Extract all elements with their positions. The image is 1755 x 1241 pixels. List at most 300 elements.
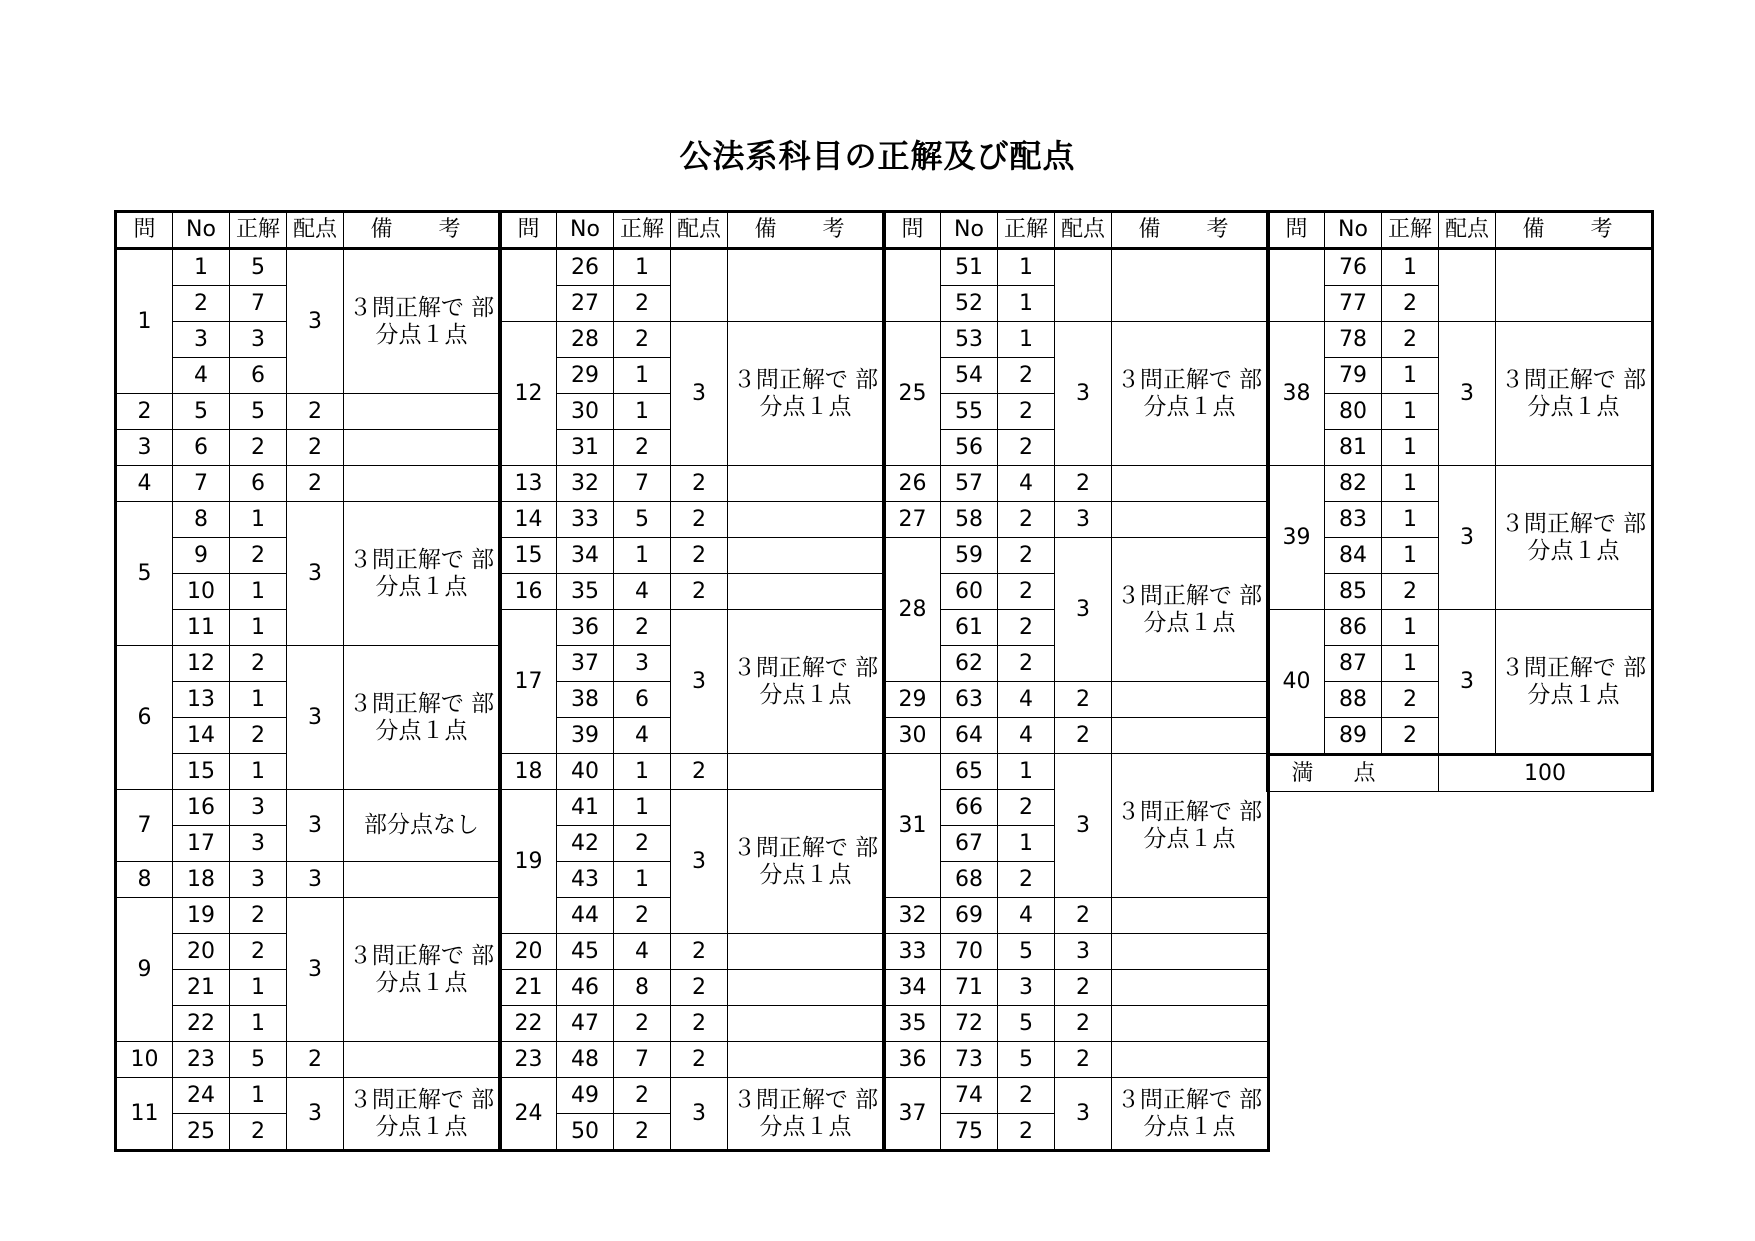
cell-pts: 2 (671, 754, 728, 790)
cell-no: 2 (173, 286, 230, 322)
cell-ans: 2 (998, 430, 1055, 466)
cell-q: 8 (116, 862, 173, 898)
cell-note: ３問正解で 部分点１点 (1496, 322, 1653, 466)
answer-table-block-3 (882, 210, 1270, 1152)
cell-pts: 3 (1055, 322, 1112, 466)
cell-note: ３問正解で 部分点１点 (1112, 754, 1269, 898)
cell-no: 79 (1325, 358, 1382, 394)
cell-ans: 2 (1382, 718, 1439, 755)
cell-no: 40 (557, 754, 614, 790)
cell-note (1112, 466, 1269, 502)
cell-ans: 2 (230, 646, 287, 682)
column-header-no: No (1325, 212, 1382, 249)
cell-no: 45 (557, 934, 614, 970)
cell-no: 61 (941, 610, 998, 646)
cell-pts: 2 (671, 934, 728, 970)
cell-pts: 3 (671, 610, 728, 754)
cell-ans: 1 (230, 502, 287, 538)
cell-ans: 1 (1382, 249, 1439, 286)
column-header-q: 問 (116, 212, 173, 249)
table-row (116, 1078, 501, 1114)
cell-note (344, 862, 501, 898)
cell-no: 25 (173, 1114, 230, 1151)
cell-no: 14 (173, 718, 230, 754)
cell-no: 13 (173, 682, 230, 718)
table-row (116, 898, 501, 934)
cell-no: 81 (1325, 430, 1382, 466)
cell-ans: 2 (998, 538, 1055, 574)
header-row (884, 212, 1269, 249)
cell-pts: 2 (1055, 1006, 1112, 1042)
cell-no: 70 (941, 934, 998, 970)
column-header-note: 備 考 (344, 212, 501, 249)
cell-q: 21 (500, 970, 557, 1006)
cell-no: 31 (557, 430, 614, 466)
cell-ans: 1 (998, 322, 1055, 358)
cell-q: 18 (500, 754, 557, 790)
column-header-pts: 配点 (671, 212, 728, 249)
cell-ans: 1 (1382, 610, 1439, 646)
cell-no: 3 (173, 322, 230, 358)
table-row (884, 466, 1269, 502)
cell-q: 9 (116, 898, 173, 1042)
cell-ans: 1 (998, 286, 1055, 322)
cell-q: 4 (116, 466, 173, 502)
cell-ans: 3 (998, 970, 1055, 1006)
cell-q: 34 (884, 970, 941, 1006)
cell-pts: 2 (1055, 718, 1112, 754)
cell-note (728, 1006, 885, 1042)
cell-ans: 1 (230, 1006, 287, 1042)
table-row (884, 970, 1269, 1006)
cell-ans: 1 (998, 754, 1055, 790)
column-header-pts: 配点 (1055, 212, 1112, 249)
cell-q: 29 (884, 682, 941, 718)
cell-q: 32 (884, 898, 941, 934)
cell-q: 36 (884, 1042, 941, 1078)
table-row (500, 790, 885, 826)
cell-note (728, 1042, 885, 1078)
cell-q: 5 (116, 502, 173, 646)
cell-note (1112, 970, 1269, 1006)
cell-no: 5 (173, 394, 230, 430)
cell-pts: 3 (671, 1078, 728, 1151)
cell-note: ３問正解で 部分点１点 (728, 610, 885, 754)
cell-note (1112, 1042, 1269, 1078)
column-header-ans: 正解 (614, 212, 671, 249)
cell-ans: 1 (614, 538, 671, 574)
cell-pts: 3 (1055, 934, 1112, 970)
cell-ans: 2 (230, 718, 287, 754)
cell-no: 74 (941, 1078, 998, 1114)
column-header-ans: 正解 (230, 212, 287, 249)
cell-pts: 2 (1055, 1042, 1112, 1078)
cell-no: 15 (173, 754, 230, 790)
cell-ans: 7 (614, 1042, 671, 1078)
cell-note (344, 430, 501, 466)
cell-no: 50 (557, 1114, 614, 1151)
cell-no: 28 (557, 322, 614, 358)
table-row (884, 538, 1269, 574)
cell-ans: 4 (614, 718, 671, 754)
cell-ans: 5 (614, 502, 671, 538)
cell-q: 38 (1268, 322, 1325, 466)
cell-pts: 3 (287, 790, 344, 862)
table-row (884, 934, 1269, 970)
cell-pts: 2 (287, 1042, 344, 1078)
total-label: 満点 (1268, 755, 1439, 792)
table-row (116, 790, 501, 826)
cell-ans: 1 (614, 249, 671, 286)
cell-ans: 2 (1382, 322, 1439, 358)
cell-ans: 4 (998, 682, 1055, 718)
cell-pts: 3 (287, 249, 344, 394)
cell-ans: 6 (230, 358, 287, 394)
cell-no: 23 (173, 1042, 230, 1078)
cell-ans: 1 (614, 358, 671, 394)
cell-no: 18 (173, 862, 230, 898)
cell-ans: 4 (614, 934, 671, 970)
cell-pts (1055, 249, 1112, 322)
cell-q: 1 (116, 249, 173, 394)
cell-q: 37 (884, 1078, 941, 1151)
cell-ans: 1 (998, 249, 1055, 286)
cell-no: 4 (173, 358, 230, 394)
cell-ans: 5 (998, 1042, 1055, 1078)
cell-pts: 3 (671, 322, 728, 466)
table-row (116, 1042, 501, 1078)
header-row (500, 212, 885, 249)
cell-pts: 2 (1055, 682, 1112, 718)
cell-ans: 5 (998, 1006, 1055, 1042)
cell-ans: 6 (230, 466, 287, 502)
cell-pts: 2 (1055, 898, 1112, 934)
cell-no: 56 (941, 430, 998, 466)
cell-ans: 1 (1382, 502, 1439, 538)
column-header-no: No (941, 212, 998, 249)
cell-q: 3 (116, 430, 173, 466)
cell-note: ３問正解で 部分点１点 (344, 502, 501, 646)
cell-q: 19 (500, 790, 557, 934)
cell-q: 7 (116, 790, 173, 862)
cell-no: 26 (557, 249, 614, 286)
cell-q: 30 (884, 718, 941, 754)
cell-no: 12 (173, 646, 230, 682)
cell-no: 33 (557, 502, 614, 538)
cell-ans: 5 (230, 249, 287, 286)
table-row (500, 1042, 885, 1078)
cell-ans: 2 (1382, 286, 1439, 322)
cell-ans: 3 (230, 862, 287, 898)
cell-ans: 2 (998, 394, 1055, 430)
cell-ans: 1 (614, 790, 671, 826)
cell-no: 65 (941, 754, 998, 790)
cell-note: 部分点なし (344, 790, 501, 862)
cell-no: 78 (1325, 322, 1382, 358)
table-row (884, 502, 1269, 538)
cell-ans: 2 (998, 646, 1055, 682)
cell-q: 13 (500, 466, 557, 502)
cell-no: 1 (173, 249, 230, 286)
cell-ans: 1 (614, 862, 671, 898)
cell-no: 37 (557, 646, 614, 682)
cell-pts: 2 (671, 574, 728, 610)
table-row (500, 574, 885, 610)
cell-q (884, 249, 941, 322)
column-header-q: 問 (884, 212, 941, 249)
cell-ans: 5 (230, 394, 287, 430)
cell-no: 48 (557, 1042, 614, 1078)
cell-note (728, 538, 885, 574)
table-row (1268, 466, 1653, 502)
column-header-no: No (173, 212, 230, 249)
table-row (500, 322, 885, 358)
cell-no: 54 (941, 358, 998, 394)
cell-no: 72 (941, 1006, 998, 1042)
column-header-pts: 配点 (1439, 212, 1496, 249)
column-header-no: No (557, 212, 614, 249)
cell-ans: 4 (998, 898, 1055, 934)
cell-no: 38 (557, 682, 614, 718)
cell-no: 42 (557, 826, 614, 862)
cell-ans: 2 (614, 1114, 671, 1151)
cell-ans: 2 (998, 1078, 1055, 1114)
cell-note: ３問正解で 部分点１点 (728, 790, 885, 934)
cell-ans: 2 (998, 790, 1055, 826)
cell-no: 75 (941, 1114, 998, 1151)
cell-pts: 3 (671, 790, 728, 934)
cell-note (1112, 934, 1269, 970)
cell-ans: 1 (230, 682, 287, 718)
cell-ans: 3 (230, 322, 287, 358)
cell-no: 24 (173, 1078, 230, 1114)
cell-note (1112, 1006, 1269, 1042)
cell-ans: 3 (230, 790, 287, 826)
cell-ans: 2 (998, 502, 1055, 538)
cell-ans: 4 (614, 574, 671, 610)
cell-pts: 3 (1439, 322, 1496, 466)
cell-note (1112, 249, 1269, 322)
cell-ans: 2 (614, 286, 671, 322)
table-row (116, 430, 501, 466)
cell-no: 27 (557, 286, 614, 322)
cell-ans: 2 (230, 430, 287, 466)
cell-q: 16 (500, 574, 557, 610)
cell-ans: 8 (614, 970, 671, 1006)
cell-ans: 5 (998, 934, 1055, 970)
cell-ans: 2 (998, 358, 1055, 394)
cell-ans: 1 (230, 970, 287, 1006)
table-row (1268, 249, 1653, 286)
cell-no: 11 (173, 610, 230, 646)
cell-q: 28 (884, 538, 941, 682)
cell-ans: 1 (614, 394, 671, 430)
cell-pts: 3 (287, 1078, 344, 1151)
cell-no: 71 (941, 970, 998, 1006)
cell-pts: 2 (1055, 970, 1112, 1006)
cell-ans: 2 (230, 538, 287, 574)
cell-q: 17 (500, 610, 557, 754)
table-row (116, 862, 501, 898)
cell-ans: 2 (614, 430, 671, 466)
cell-no: 80 (1325, 394, 1382, 430)
total-value: 100 (1439, 755, 1653, 792)
table-row (884, 754, 1269, 790)
cell-note: ３問正解で 部分点１点 (728, 1078, 885, 1151)
cell-q: 35 (884, 1006, 941, 1042)
cell-q: 20 (500, 934, 557, 970)
cell-note (344, 394, 501, 430)
cell-pts: 3 (1439, 466, 1496, 610)
cell-no: 8 (173, 502, 230, 538)
table-row (500, 934, 885, 970)
table-row (884, 322, 1269, 358)
cell-q: 6 (116, 646, 173, 790)
cell-no: 47 (557, 1006, 614, 1042)
cell-no: 44 (557, 898, 614, 934)
cell-note: ３問正解で 部分点１点 (1496, 610, 1653, 755)
cell-ans: 2 (614, 322, 671, 358)
cell-note: ３問正解で 部分点１点 (728, 322, 885, 466)
cell-no: 88 (1325, 682, 1382, 718)
cell-note: ３問正解で 部分点１点 (1112, 1078, 1269, 1151)
table-row (884, 898, 1269, 934)
answer-table-block-1 (114, 210, 502, 1152)
cell-ans: 5 (230, 1042, 287, 1078)
cell-ans: 1 (230, 610, 287, 646)
cell-q (1268, 249, 1325, 322)
cell-no: 35 (557, 574, 614, 610)
cell-no: 17 (173, 826, 230, 862)
table-row (116, 646, 501, 682)
cell-no: 19 (173, 898, 230, 934)
column-header-q: 問 (500, 212, 557, 249)
column-header-ans: 正解 (998, 212, 1055, 249)
table-row (884, 1078, 1269, 1114)
column-header-note: 備 考 (728, 212, 885, 249)
cell-no: 63 (941, 682, 998, 718)
cell-ans: 2 (614, 610, 671, 646)
cell-pts: 2 (287, 394, 344, 430)
cell-no: 6 (173, 430, 230, 466)
cell-pts: 3 (1439, 610, 1496, 755)
cell-no: 51 (941, 249, 998, 286)
cell-ans: 2 (998, 610, 1055, 646)
cell-ans: 1 (1382, 646, 1439, 682)
cell-pts: 2 (287, 466, 344, 502)
cell-note: ３問正解で 部分点１点 (1112, 322, 1269, 466)
cell-note (728, 754, 885, 790)
cell-no: 58 (941, 502, 998, 538)
cell-no: 43 (557, 862, 614, 898)
cell-note (1112, 898, 1269, 934)
cell-ans: 2 (230, 898, 287, 934)
cell-pts: 2 (671, 970, 728, 1006)
cell-no: 77 (1325, 286, 1382, 322)
cell-ans: 2 (230, 1114, 287, 1151)
cell-no: 46 (557, 970, 614, 1006)
cell-pts: 3 (1055, 538, 1112, 682)
table-row (116, 502, 501, 538)
cell-ans: 1 (1382, 394, 1439, 430)
cell-no: 34 (557, 538, 614, 574)
cell-ans: 1 (230, 1078, 287, 1114)
cell-no: 20 (173, 934, 230, 970)
cell-note: ３問正解で 部分点１点 (344, 249, 501, 394)
cell-note (1112, 502, 1269, 538)
cell-pts: 3 (287, 898, 344, 1042)
cell-note: ３問正解で 部分点１点 (344, 646, 501, 790)
cell-no: 41 (557, 790, 614, 826)
cell-pts: 2 (671, 466, 728, 502)
header-row (116, 212, 501, 249)
table-row (884, 1042, 1269, 1078)
table-row (884, 249, 1269, 286)
cell-pts: 3 (287, 502, 344, 646)
table-row (500, 970, 885, 1006)
answer-table-block-2 (498, 210, 886, 1152)
cell-q: 15 (500, 538, 557, 574)
cell-ans: 3 (230, 826, 287, 862)
cell-note (1112, 718, 1269, 754)
cell-ans: 2 (614, 1006, 671, 1042)
cell-note (728, 970, 885, 1006)
cell-note (728, 502, 885, 538)
cell-q (500, 249, 557, 322)
cell-no: 60 (941, 574, 998, 610)
table-row (1268, 610, 1653, 646)
cell-q: 33 (884, 934, 941, 970)
cell-ans: 7 (230, 286, 287, 322)
table-row (500, 502, 885, 538)
cell-no: 9 (173, 538, 230, 574)
cell-ans: 1 (1382, 430, 1439, 466)
cell-pts: 3 (287, 646, 344, 790)
cell-no: 83 (1325, 502, 1382, 538)
cell-ans: 4 (998, 466, 1055, 502)
column-header-note: 備 考 (1496, 212, 1653, 249)
cell-note (728, 249, 885, 322)
cell-ans: 6 (614, 682, 671, 718)
cell-ans: 1 (230, 754, 287, 790)
cell-ans: 7 (614, 466, 671, 502)
cell-no: 59 (941, 538, 998, 574)
cell-q: 23 (500, 1042, 557, 1078)
cell-ans: 2 (614, 898, 671, 934)
cell-ans: 1 (230, 574, 287, 610)
cell-q: 27 (884, 502, 941, 538)
cell-note (1112, 682, 1269, 718)
cell-no: 29 (557, 358, 614, 394)
cell-no: 10 (173, 574, 230, 610)
table-row (500, 1006, 885, 1042)
cell-no: 68 (941, 862, 998, 898)
table-row (116, 466, 501, 502)
cell-note (728, 934, 885, 970)
cell-pts: 2 (1055, 466, 1112, 502)
cell-q: 26 (884, 466, 941, 502)
cell-no: 39 (557, 718, 614, 754)
cell-q: 31 (884, 754, 941, 898)
table-row (500, 538, 885, 574)
cell-note: ３問正解で 部分点１点 (344, 1078, 501, 1151)
cell-no: 16 (173, 790, 230, 826)
cell-ans: 2 (614, 826, 671, 862)
cell-no: 66 (941, 790, 998, 826)
cell-no: 21 (173, 970, 230, 1006)
cell-note (344, 1042, 501, 1078)
cell-ans: 2 (1382, 682, 1439, 718)
